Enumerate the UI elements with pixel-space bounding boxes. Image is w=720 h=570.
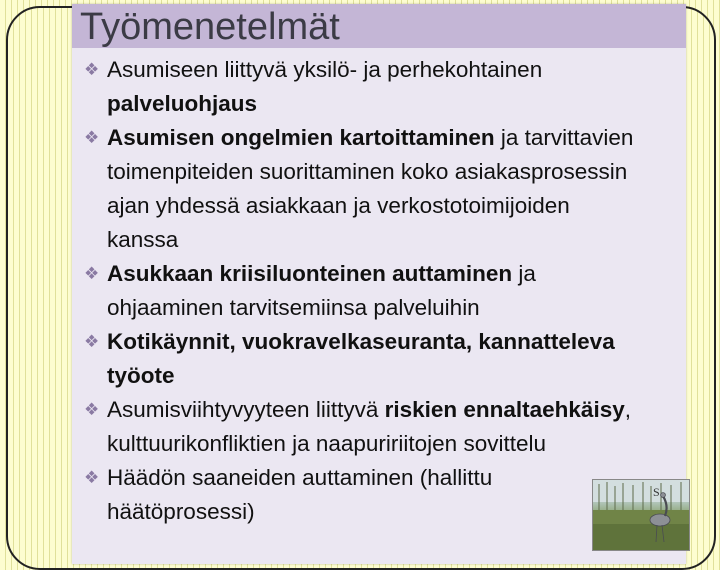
slide-title: Työmenetelmät — [80, 6, 340, 48]
bullet-text: Asumisviihtyvyyteen liittyvä — [107, 397, 385, 422]
crane-photo — [592, 479, 690, 551]
bullet-item — [84, 325, 644, 393]
bullet-marker-icon: ❖ — [84, 468, 100, 487]
bullet-marker-icon: ❖ — [84, 60, 100, 79]
photo-badge: S — [653, 485, 660, 499]
bullet-text: ja tarvittavien toimenpiteiden suorittaminen koko asiakasprosessin ajan yhdessä asiakkaan ja verkostotoimijoiden kanssa — [107, 125, 634, 252]
bullet-item — [84, 461, 644, 529]
bullet-bold-text: palveluohjaus — [107, 91, 258, 116]
bullet-bold-text: Asumisen ongelmien kartoittaminen — [107, 125, 495, 150]
bullet-item — [84, 121, 644, 257]
bullet-marker-icon: ❖ — [84, 128, 100, 147]
bullet-marker-icon: ❖ — [84, 332, 100, 351]
bullet-text: , kulttuurikonfliktien ja naapuririitojen sovittelu — [107, 397, 631, 456]
bullet-marker-icon: ❖ — [84, 400, 100, 419]
bullet-item — [84, 53, 644, 121]
bullet-text: ja ohjaaminen tarvitsemiinsa palveluihin — [107, 261, 536, 320]
bullet-item — [84, 393, 644, 461]
bullet-item — [84, 257, 644, 325]
bullet-list — [84, 53, 644, 529]
bullet-bold-text: Kotikäynnit, vuokravelkaseuranta, kannatteleva työote — [107, 329, 615, 388]
bullet-marker-icon: ❖ — [84, 264, 100, 283]
bullet-bold-text: riskien ennaltaehkäisy — [384, 397, 625, 422]
bullet-text: Häädön saaneiden auttaminen (hallittu häätöprosessi) — [107, 465, 493, 524]
bullet-bold-text: Asukkaan kriisiluonteinen auttaminen — [107, 261, 513, 286]
bullet-text: Asumiseen liittyvä yksilö- ja perhekohtainen — [107, 57, 543, 82]
